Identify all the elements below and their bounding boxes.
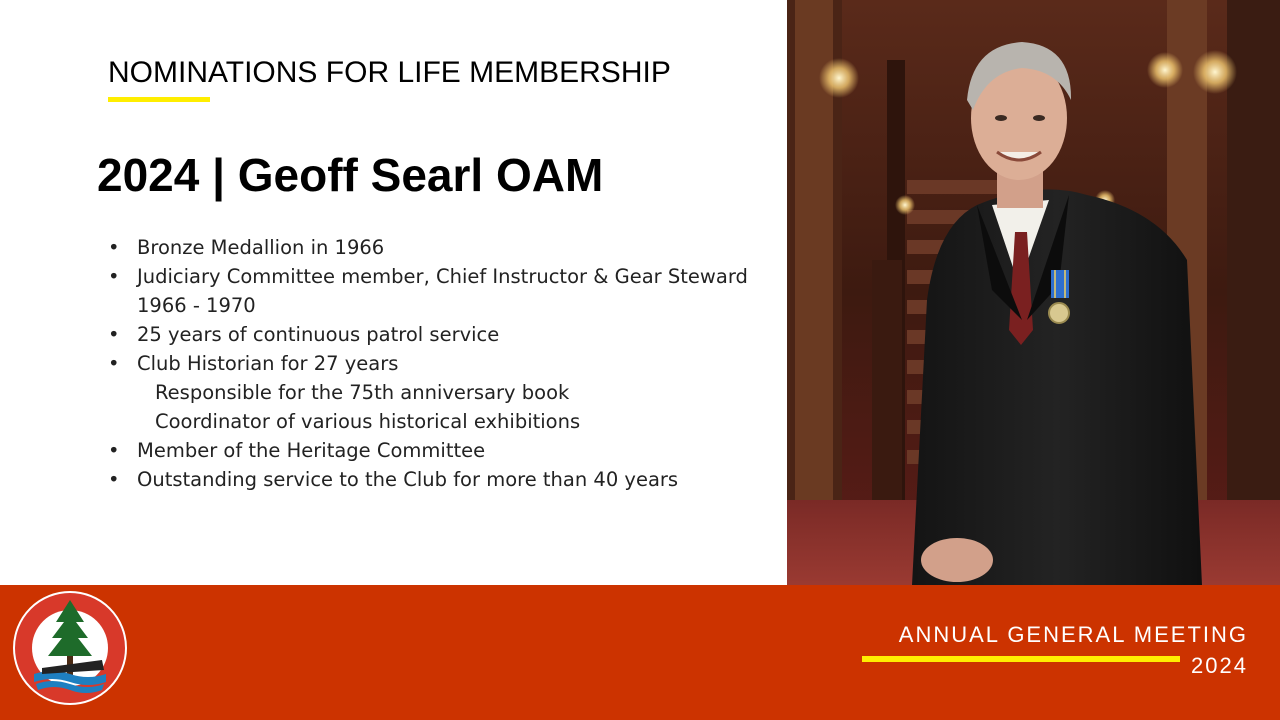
list-item: • Bronze Medallion in 1966 [108, 236, 385, 259]
list-subitem: Responsible for the 75th anniversary book [155, 381, 570, 404]
list-item: • Club Historian for 27 years [108, 352, 399, 375]
nominee-portrait-photo [787, 0, 1280, 585]
list-subitem: Coordinator of various historical exhibitions [155, 410, 581, 433]
club-logo [12, 590, 128, 706]
footer-bar [0, 585, 1280, 720]
list-item: • 25 years of continuous patrol service [108, 323, 500, 346]
achievements-list [108, 233, 768, 494]
nominee-heading: 2024 | Geoff Searl OAM [97, 149, 604, 201]
list-item: • Outstanding service to the Club for more than 40 years [108, 468, 679, 491]
list-item: • Judiciary Committee member, Chief Instructor & Gear Steward [108, 265, 748, 288]
agm-year: 2024 [1191, 653, 1248, 678]
section-title-underline [108, 97, 210, 102]
list-item: • Member of the Heritage Committee [108, 439, 486, 462]
section-title: NOMINATIONS FOR LIFE MEMBERSHIP [108, 56, 671, 89]
agm-underline [862, 656, 1180, 662]
list-item-continuation: 1966 - 1970 [137, 294, 256, 317]
agm-title: ANNUAL GENERAL MEETING [898, 622, 1248, 647]
